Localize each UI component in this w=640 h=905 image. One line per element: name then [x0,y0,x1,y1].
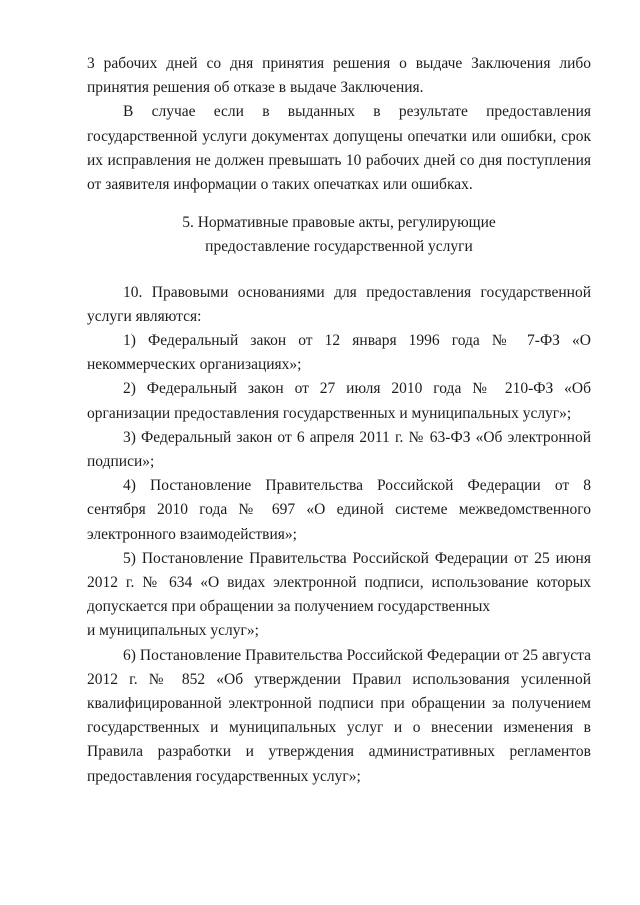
section-heading-line-2: предоставление государственной услуги [205,238,473,256]
list-item-3: 3) Федеральный закон от 6 апреля 2011 г. № 63-ФЗ «Об электронной подписи»; [87,428,591,471]
list-item-1: 1) Федеральный закон от 12 января 1996 года № 7-ФЗ «О некоммерческих организациях»; [87,332,591,374]
list-item-5: 5) Постановление Правительства Российской Федерации от 25 июня 2012 г. № 634 «О видах электронной подписи, использование которых допускается при обращении за получением государственных [87,549,591,616]
section-heading-line-1: 5. Нормативные правовые акты, регулирующие [182,214,496,232]
legal-basis-list [87,281,591,789]
clause-10-intro: 10. Правовыми основаниями для предоставления государственной услуги являются: [87,283,591,325]
list-item-4: 4) Постановление Правительства Российской Федерации от 8 сентября 2010 года № 697 «О единой системе межведомственного электронного взаимодействия»; [87,477,591,543]
document-page [87,52,591,789]
list-item-6: 6) Постановление Правительства Российской Федерации от 25 августа 2012 г. № 852 «Об утверждении Правил использования усиленной квалифицированной электронной подписи при обращении за получением государственных и муниципальных услуг и о внесении изменения в Правила разработки и утверждения административных регламентов предоставления государственных услуг»; [87,646,591,785]
section-heading [87,211,591,259]
paragraph-deadline-end: 3 рабочих дней со дня принятия решения о выдаче Заключения либо принятия решения об отказе в выдаче Заключения. [87,55,591,97]
list-item-5-continuation: и муниципальных услуг»; [87,622,259,640]
list-item-2: 2) Федеральный закон от 27 июля 2010 года № 210-ФЗ «Об организации предоставления государственных и муниципальных услуг»; [87,380,591,422]
paragraph-corrections-deadline: В случае если в выданных в результате предоставления государственной услуги документах допущены опечатки или ошибки, срок их исправления не должен превышать 10 рабочих дней со дня поступления от заявителя информации о таких опечатках или ошибках. [87,103,591,194]
